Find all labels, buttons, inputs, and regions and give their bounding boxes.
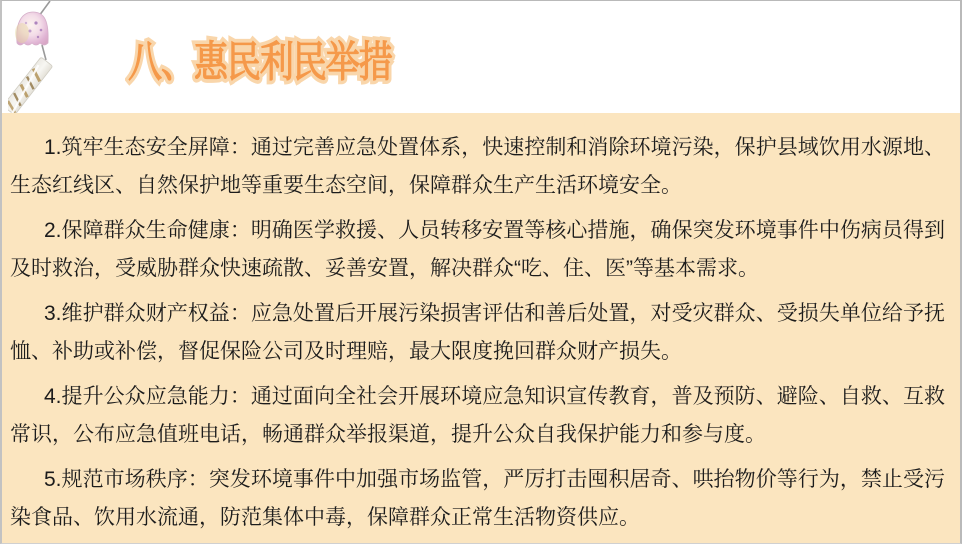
paragraph-1: 1.筑牢生态安全屏障：通过完善应急处置体系，快速控制和消除环境污染，保护县域饮用水源地、生态红线区、自然保护地等重要生态空间，保障群众生产生活环境安全。 [10,136,945,197]
slide-title: 八、惠民利民举措 八、惠民利民举措 [128,29,392,90]
content-area [2,113,960,543]
paragraph-2: 2.保障群众生命健康：明确医学救援、人员转移安置等核心措施，确保突发环境事件中伤病员得到及时救治，受威胁群众快速疏散、妥善安置，解决群众“吃、住、医”等基本需求。 [10,219,945,280]
paragraph-5: 5.规范市场秩序：突发环境事件中加强市场监管，严厉打击囤积居奇、哄抬物价等行为，禁止受污染食品、饮用水流通，防范集体中毒，保障群众正常生活物资供应。 [10,468,945,529]
paragraph-3: 3.维护群众财产权益：应急处置后开展污染损害评估和善后处置，对受灾群众、受损失单位给予抚恤、补助或补偿，督促保险公司及时理赔，最大限度挽回群众财产损失。 [10,302,945,363]
slide-header [2,1,960,113]
wind-chime-icon [8,1,114,113]
paragraph-4: 4.提升公众应急能力：通过面向全社会开展环境应急知识宣传教育，普及预防、避险、自救、互救常识，公布应急值班电话，畅通群众举报渠道，提升公众自我保护能力和参与度。 [10,385,945,446]
